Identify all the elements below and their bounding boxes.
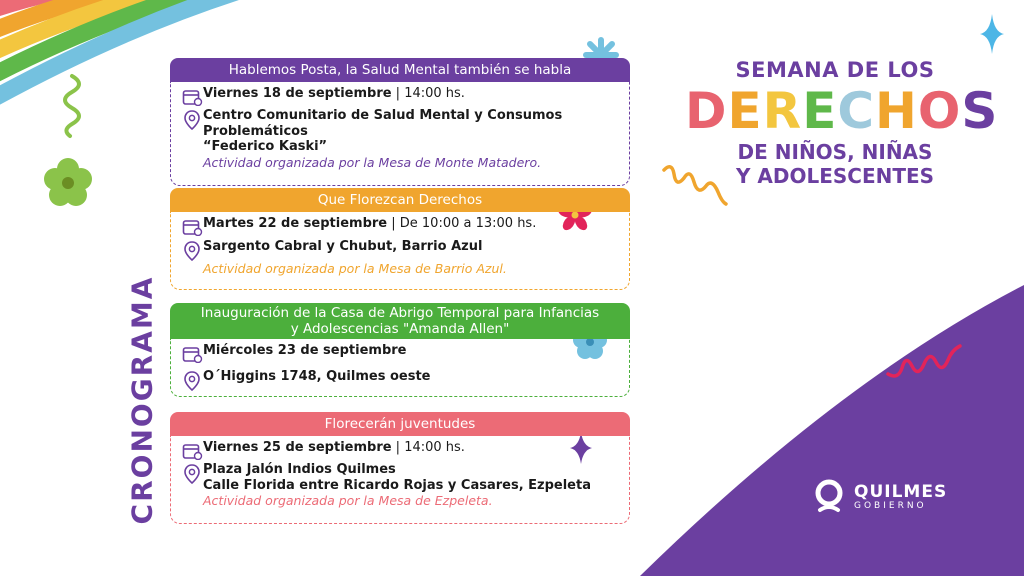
activity-body: Martes 22 de septiembre | De 10:00 a 13:00 hs. Sargento Cabral y Chubut, Barrio Azul Actividad organizada por la Mesa de Barrio Azul.: [170, 212, 630, 290]
event-title-derechos: [685, 82, 999, 140]
green-flower-icon: [40, 155, 96, 211]
derechos-letter: R: [762, 82, 803, 140]
green-squiggle-icon: [52, 72, 92, 142]
activity-card: [170, 303, 630, 397]
calendar-icon: [181, 442, 203, 460]
location-pin-icon: [181, 371, 203, 391]
derechos-letter: E: [727, 82, 763, 140]
activity-title-line: y Adolescencias "Amanda Allen": [290, 321, 510, 337]
activity-title: Que Florezcan Derechos: [170, 188, 630, 212]
activity-organizer: Actividad organizada por la Mesa de Barrio Azul.: [203, 261, 507, 276]
activity-place: Calle Florida entre Ricardo Rojas y Casares, Ezpeleta: [203, 477, 591, 493]
activity-title: Hablemos Posta, la Salud Mental también se habla: [170, 58, 630, 82]
quilmes-logo-icon: [812, 478, 846, 516]
activity-date: Viernes 18 de septiembre: [203, 86, 392, 101]
activity-place: “Federico Kaski”: [203, 139, 328, 154]
activity-date: Miércoles 23 de septiembre: [203, 343, 407, 358]
event-title-line4: Y ADOLESCENTES: [735, 164, 935, 188]
blue-sparkle-icon: [980, 14, 1004, 54]
quilmes-logo: [812, 478, 947, 516]
activity-title: [170, 303, 630, 339]
derechos-letter: D: [685, 82, 728, 140]
activity-organizer: Actividad organizada por la Mesa de Monte Matadero.: [203, 154, 542, 170]
pink-squiggle-icon: [884, 344, 964, 384]
event-title-line3: DE NIÑOS, NIÑAS: [737, 140, 933, 164]
location-pin-icon: [181, 110, 203, 130]
derechos-letter: O: [917, 82, 962, 140]
activity-place: Sargento Cabral y Chubut, Barrio Azul: [203, 239, 483, 254]
activity-card: [170, 412, 630, 524]
location-pin-icon: [181, 464, 203, 484]
activity-date: Viernes 25 de septiembre: [203, 440, 392, 455]
activity-title-line: Inauguración de la Casa de Abrigo Temporal para Infancias: [200, 305, 600, 321]
activity-time: 14:00 hs.: [404, 86, 465, 101]
event-title-line1: SEMANA DE LOS: [735, 58, 935, 82]
activity-card: [170, 188, 630, 290]
activity-body: [170, 339, 630, 397]
activity-card: [170, 58, 630, 186]
location-pin-icon: [181, 241, 203, 261]
derechos-letter: S: [961, 82, 999, 140]
activity-time: De 10:00 a 13:00 hs.: [399, 216, 537, 231]
activity-time: 14:00 hs.: [404, 440, 465, 455]
activity-date: Martes 22 de septiembre: [203, 216, 388, 231]
activity-body: Viernes 25 de septiembre | 14:00 hs. Plaza Jalón Indios Quilmes Calle Florida entre Ricardo Rojas y Casares, Ezpeleta Actividad organizada por la Mesa de Ezpeleta.: [170, 436, 630, 524]
derechos-letter: E: [802, 82, 838, 140]
activity-body: Viernes 18 de septiembre | 14:00 hs. Centro Comunitario de Salud Mental y Consumos Problemáticos “Federico Kaski” Actividad organizada por la Mesa de Monte Matadero.: [170, 82, 630, 186]
activity-organizer: Actividad organizada por la Mesa de Ezpeleta.: [203, 493, 493, 508]
calendar-icon: [181, 345, 203, 363]
activity-title: Florecerán juventudes: [170, 412, 630, 436]
activity-place: Plaza Jalón Indios Quilmes: [203, 462, 396, 477]
activity-place: O´Higgins 1748, Quilmes oeste: [203, 369, 431, 384]
logo-name: QUILMES: [854, 482, 948, 502]
event-title: [685, 58, 999, 188]
calendar-icon: [181, 218, 203, 236]
activity-place: Centro Comunitario de Salud Mental y Consumos Problemáticos: [203, 108, 563, 139]
calendar-icon: [181, 88, 203, 106]
derechos-letter: H: [875, 82, 918, 140]
side-title: CRONOGRAMA: [125, 275, 159, 525]
logo-sub: GOBIERNO: [854, 501, 927, 511]
derechos-letter: C: [837, 82, 876, 140]
